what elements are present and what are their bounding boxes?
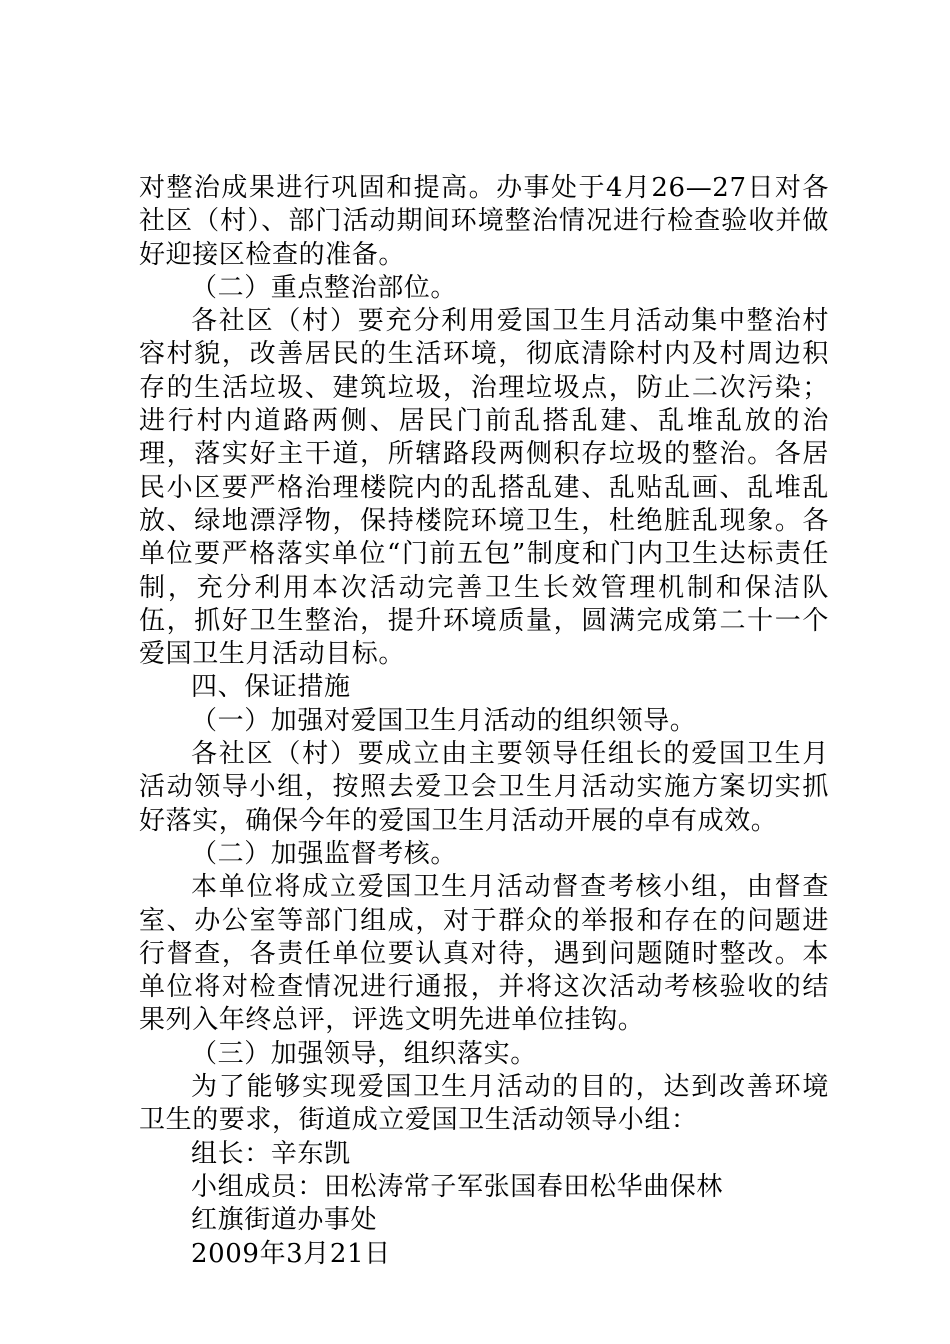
paragraph-key-areas: 各社区（村）要充分利用爱国卫生月活动集中整治村容村貌，改善居民的生活环境，彻底清除村内及村周边积存的生活垃圾、建筑垃圾，治理垃圾点，防止二次污染；进行村内道路两侧、居民门前乱搭乱建、乱堆乱放的治理，落实好主干道，所辖路段两侧积存垃圾的整治。各居民小区要严格治理楼院内的乱搭乱建、乱贴乱画、乱堆乱放、绿地漂浮物，保持楼院环境卫生，杜绝脏乱现象。各单位要严格落实单位“门前五包”制度和门内卫生达标责任制，充分利用本次活动完善卫生长效管理机制和保洁队伍，抓好卫生整治，提升环境质量，圆满完成第二十一个爱国卫生月活动目标。 (139, 306, 829, 670)
group-leader: 组长：辛东凯 (191, 1138, 351, 1169)
signature-organization: 红旗街道办事处 (191, 1205, 378, 1236)
heading-organization: （一）加强对爱国卫生月活动的组织领导。 (191, 705, 697, 736)
heading-key-areas: （二）重点整治部位。 (191, 272, 458, 303)
heading-safeguards: 四、保证措施 (191, 672, 351, 703)
heading-leadership: （三）加强领导，组织落实。 (191, 1038, 537, 1069)
paragraph-supervision: 本单位将成立爱国卫生月活动督查考核小组，由督查室、办公室等部门组成，对于群众的举报和存在的问题进行督查，各责任单位要认真对待，遇到问题随时整改。本单位将对检查情况进行通报，并将这次活动考核验收的结果列入年终总评，评选文明先进单位挂钩。 (139, 872, 829, 1036)
paragraph-continuation: 对整治成果进行巩固和提高。办事处于4月26—27日对各社区（村）、部门活动期间环境整治情况进行检查验收并做好迎接区检查的准备。 (139, 173, 829, 270)
paragraph-organization: 各社区（村）要成立由主要领导任组长的爱国卫生月活动领导小组，按照去爱卫会卫生月活动实施方案切实抓好落实，确保今年的爱国卫生月活动开展的卓有成效。 (139, 739, 829, 836)
group-members: 小组成员：田松涛常子军张国春田松华曲保林 (191, 1171, 724, 1202)
signature-date: 2009年3月21日 (191, 1238, 391, 1269)
document-page (139, 172, 829, 1271)
paragraph-leadership: 为了能够实现爱国卫生月活动的目的，达到改善环境卫生的要求，街道成立爱国卫生活动领导小组： (139, 1072, 829, 1136)
heading-supervision: （二）加强监督考核。 (191, 838, 458, 869)
